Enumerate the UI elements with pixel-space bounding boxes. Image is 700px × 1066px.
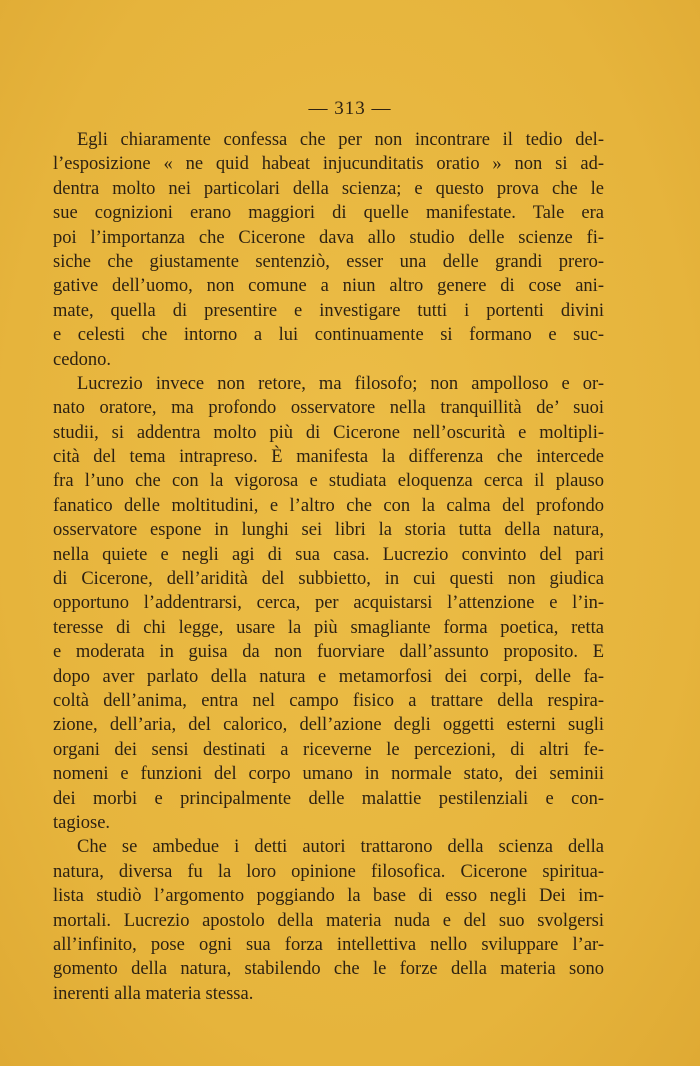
text-line: all’infinito, pose ogni sua forza intellettiva nello sviluppare l’ar- [53, 934, 604, 955]
paragraph [53, 372, 604, 835]
text-line: Lucrezio invece non retore, ma filosofo; non ampolloso e or- [77, 373, 604, 394]
text-line: nato oratore, ma profondo osservatore nella tranquillità de’ suoi [53, 398, 604, 419]
text-line: siche che giustamente sentenziò, esser una delle grandi prero- [53, 251, 604, 272]
text-line: organi dei sensi destinati a riceverne le percezioni, di altri fe- [53, 739, 604, 760]
text-line: gative dell’uomo, non comune a niun altro genere di cose ani- [53, 276, 604, 297]
text-line: dei morbi e principalmente delle malattie pestilenziali e con- [53, 788, 604, 809]
text-line: inerenti alla materia stessa. [53, 983, 254, 1004]
text-line: dentra molto nei particolari della scienza; e questo prova che le [53, 178, 604, 199]
text-line: mortali. Lucrezio apostolo della materia nuda e del suo svolgersi [53, 910, 604, 931]
text-line: mate, quella di presentire e investigare tutti i portenti divini [53, 300, 604, 321]
paragraph [53, 128, 604, 372]
text-line: gomento della natura, stabilendo che le forze della materia sono [53, 959, 604, 980]
text-line: di Cicerone, dell’aridità del subbietto, in cui questi non giudica [53, 569, 604, 590]
text-line: fanatico delle moltitudini, e l’altro che con la calma del profondo [53, 495, 604, 516]
text-line: sue cognizioni erano maggiori di quelle manifestate. Tale era [53, 203, 604, 224]
text-line: cità del tema intrapreso. È manifesta la differenza che intercede [53, 447, 604, 468]
text-line: poi l’importanza che Cicerone dava allo studio delle scienze fi- [53, 227, 604, 248]
text-line: natura, diversa fu la loro opinione filosofica. Cicerone spiritua- [53, 861, 604, 882]
text-line: coltà dell’anima, entra nel campo fisico a trattare della respira- [53, 690, 604, 711]
text-line: l’esposizione « ne quid habeat injucunditatis oratio » non si ad- [53, 154, 604, 175]
text-line: e moderata in guisa da non fuorviare dall’assunto proposito. E [53, 642, 604, 663]
text-line: cedono. [53, 349, 112, 370]
text-line: opportuno l’addentrarsi, cerca, per acquistarsi l’attenzione e l’in- [53, 593, 604, 614]
text-line: Che se ambedue i detti autori trattarono della scienza della [77, 837, 604, 858]
text-line: zione, dell’aria, del calorico, dell’azione degli oggetti esterni sugli [53, 715, 604, 736]
paragraph [53, 835, 604, 1006]
text-line: e celesti che intorno a lui continuamente si formano e suc- [53, 325, 604, 346]
text-line: Egli chiaramente confessa che per non incontrare il tedio del- [77, 130, 604, 150]
page-number: — 313 — [308, 98, 392, 119]
text-body [53, 128, 604, 1006]
text-line: nella quiete e negli agi di sua casa. Lucrezio convinto del pari [53, 544, 604, 565]
text-line: tagiose. [53, 812, 111, 833]
text-line: nomeni e funzioni del corpo umano in normale stato, dei seminii [53, 764, 604, 785]
text-line: studii, si addentra molto più di Cicerone nell’oscurità e moltipli- [53, 422, 604, 443]
text-line: teresse di chi legge, usare la più smagliante forma poetica, retta [53, 617, 604, 638]
text-line: osservatore espone in lunghi sei libri la storia tutta della natura, [53, 520, 604, 541]
text-line: dopo aver parlato della natura e metamorfosi dei corpi, delle fa- [53, 666, 604, 687]
text-line: fra l’uno che con la vigorosa e studiata eloquenza cerca il plauso [53, 471, 604, 492]
text-line: lista studiò l’argomento poggiando la base di esso negli Dei im- [53, 886, 604, 907]
